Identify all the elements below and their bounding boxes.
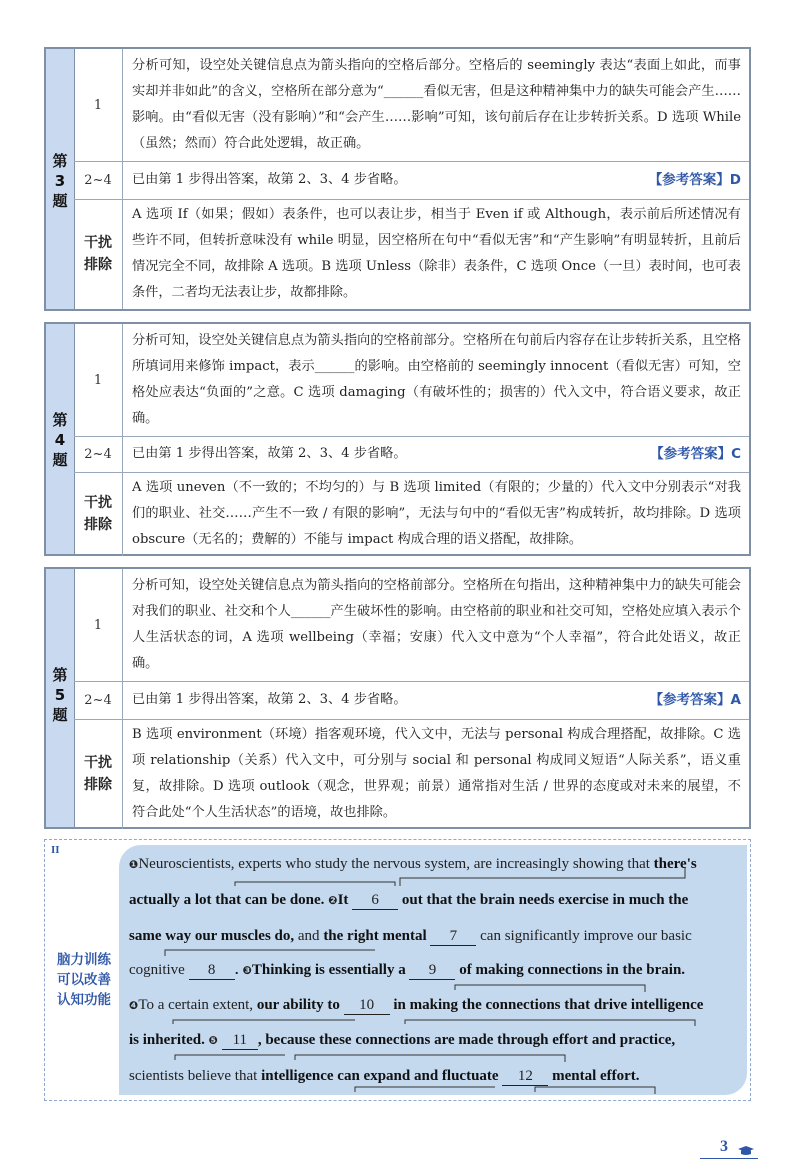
reference-answer: 【参考答案】D bbox=[648, 172, 741, 188]
passage-line-7 bbox=[129, 1068, 640, 1086]
blank-9[interactable]: 9 bbox=[409, 962, 455, 980]
passage-bold-segment: the right mental bbox=[323, 928, 427, 944]
step-1-row bbox=[74, 569, 749, 682]
passage-segment: and bbox=[294, 928, 324, 944]
step-2-4-text: 已由第 1 步得出答案，故第 2、3、4 步省略。 bbox=[132, 692, 407, 707]
blank-10[interactable]: 10 bbox=[344, 997, 390, 1015]
passage-line-4 bbox=[129, 962, 685, 980]
step-2-4-text-wrap bbox=[132, 161, 741, 199]
passage-bold-segment: intelligence can expand and fluctuate bbox=[261, 1068, 499, 1084]
distractor-text: B 选项 environment（环境）指客观环境，代入文中，无法与 personal 构成合理搭配，故排除。C 选项 relationship（关系）代入文中，可分别与 social 和 personal 构成同义短语“人际关系”，语义重复，故排除。D 选项 outlook（观念，世界观；前景）通常指对生活 / 世界的态度或对未来的展望，不符合此处“个人生活状态”的语境，故也排除。 bbox=[132, 727, 741, 820]
blank-8[interactable]: 8 bbox=[189, 962, 235, 980]
section-roman-numeral: II bbox=[51, 844, 60, 856]
label-char: 第 bbox=[52, 666, 68, 684]
step-1-row bbox=[74, 49, 749, 162]
passage-line-2 bbox=[129, 892, 688, 910]
label-char: 第 bbox=[52, 411, 68, 429]
step-number: 1 bbox=[74, 324, 123, 436]
distractor-label-line: 排除 bbox=[84, 257, 112, 273]
sentence-number: ❷ bbox=[324, 894, 338, 907]
passage-bold-segment: actually a lot that can be done. bbox=[129, 892, 325, 908]
label-char: 5 bbox=[54, 686, 66, 704]
passage-bold-segment: of making connections in the brain. bbox=[459, 962, 686, 978]
step-2-4-text: 已由第 1 步得出答案，故第 2、3、4 步省略。 bbox=[132, 172, 407, 187]
step-1-text: 分析可知，设空处关键信息点为箭头指向的空格后部分。空格后的 seemingly 表达“表面上如此，而事实却并非如此”的含义，空格所在部分意为“______看似无害，但是这种精神集中力的缺失可能会产生……影响。由“看似无害（没有影响）”和“会产生……影响”可知，该句前后存在让步转折关系。D 选项 While（虽然；然而）符合此处逻辑，故正确。 bbox=[132, 58, 741, 151]
step-2-4-row bbox=[74, 681, 749, 720]
distractor-row bbox=[74, 199, 749, 309]
reference-answer: 【参考答案】A bbox=[649, 692, 741, 708]
passage-bold-segment: out that the brain needs exercise in much the bbox=[401, 892, 689, 908]
passage-segment: cognitive bbox=[129, 962, 185, 978]
distractor-row bbox=[74, 719, 749, 829]
step-2-4-text: 已由第 1 步得出答案，故第 2、3、4 步省略。 bbox=[132, 446, 407, 461]
distractor-label bbox=[74, 199, 123, 309]
blank-11[interactable]: 11 bbox=[222, 1032, 258, 1050]
sentence-number: . ❸ bbox=[234, 964, 252, 977]
passage-bold-segment: same way our muscles do, bbox=[129, 928, 295, 944]
sentence-number: ❶ bbox=[129, 858, 139, 871]
distractor-text: A 选项 If（如果；假如）表条件，也可以表让步，相当于 Even if 或 Although，表示前后所述情况有些许不同，但转折意味没有 while 明显，因空格所在句中“看似无害”和“产生影响”有明显转折，且前后情况完全不同，故排除 A 选项。B 选项 Unless（除非）表条件，C 选项 Once（一旦）表时间，也可表条件，二者均无法表让步，故都排除。 bbox=[132, 207, 741, 300]
question-4-block bbox=[44, 322, 751, 556]
blank-12[interactable]: 12 bbox=[502, 1068, 548, 1086]
step-number: 1 bbox=[74, 569, 123, 681]
label-char: 题 bbox=[52, 706, 68, 724]
passage-bold-segment: It bbox=[337, 892, 349, 908]
passage-segment: scientists believe that bbox=[129, 1068, 262, 1084]
page-number-underline bbox=[700, 1158, 758, 1159]
reference-answer: 【参考答案】C bbox=[650, 446, 741, 462]
step-2-4-row bbox=[74, 436, 749, 473]
question-3-block bbox=[44, 47, 751, 311]
label-char: 4 bbox=[54, 431, 66, 449]
passage-segment: can significantly improve our basic bbox=[480, 928, 692, 944]
blank-7[interactable]: 7 bbox=[430, 928, 476, 946]
distractor-label-line: 排除 bbox=[84, 777, 112, 793]
passage-segment: To a certain extent, bbox=[138, 997, 257, 1013]
passage-bold-segment: there's bbox=[653, 856, 697, 872]
step-1-row bbox=[74, 324, 749, 437]
question-5-label bbox=[46, 665, 74, 725]
passage-line-1 bbox=[129, 856, 697, 873]
sentence-number: ❹ bbox=[129, 999, 139, 1012]
step-2-4-row bbox=[74, 161, 749, 200]
side-label-line: 可以改善 bbox=[57, 972, 111, 988]
passage-line-6 bbox=[129, 1032, 675, 1050]
label-char: 第 bbox=[52, 152, 68, 170]
passage-line-5 bbox=[129, 997, 703, 1015]
passage-bold-segment: mental effort. bbox=[552, 1068, 640, 1084]
distractor-label bbox=[74, 472, 123, 556]
distractor-label-line: 干扰 bbox=[84, 495, 112, 511]
distractor-label-line: 干扰 bbox=[84, 755, 112, 771]
question-5-block bbox=[44, 567, 751, 829]
passage-segment: Neuroscientists, experts who study the nervous system, are increasingly showing that bbox=[138, 856, 654, 872]
step-2-4-text-wrap bbox=[132, 436, 741, 472]
page-number: 3 bbox=[720, 1138, 728, 1155]
label-char: 3 bbox=[54, 172, 66, 190]
step-number: 2~4 bbox=[74, 161, 123, 199]
step-1-text: 分析可知，设空处关键信息点为箭头指向的空格前部分。空格所在句前后内容存在让步转折关系，且空格所填词用来修饰 impact，表示______的影响。由空格前的 seemingly innocent（看似无害）可知，空格处应表达“负面的”之意。C 选项 damaging（有破坏性的；损害的）代入文中，符合语义要求，故正确。 bbox=[132, 333, 741, 426]
blank-6[interactable]: 6 bbox=[352, 892, 398, 910]
passage-bold-segment: is inherited. bbox=[129, 1032, 205, 1048]
distractor-text: A 选项 uneven（不一致的；不均匀的）与 B 选项 limited（有限的；少量的）代入文中分别表示“对我们的职业、社交……产生不一致 / 有限的影响”，无法与句中的“看似无害”构成转折，故均排除。D 选项 obscure（无名的；费解的）不能与 impact 构成合理的语义搭配，故排除。 bbox=[132, 480, 741, 547]
side-label-line: 认知功能 bbox=[57, 992, 111, 1008]
distractor-label bbox=[74, 719, 123, 829]
sentence-number: ❺ bbox=[204, 1034, 222, 1047]
distractor-label-line: 排除 bbox=[84, 517, 112, 533]
passage-line-3 bbox=[129, 928, 692, 946]
label-char: 题 bbox=[52, 192, 68, 210]
distractor-row bbox=[74, 472, 749, 556]
side-label-line: 脑力训练 bbox=[57, 952, 111, 968]
passage-bold-segment: in making the connections that drive intelligence bbox=[393, 997, 704, 1013]
graduation-cap-icon bbox=[738, 1146, 754, 1156]
question-3-label bbox=[46, 151, 74, 211]
step-number: 2~4 bbox=[74, 681, 123, 719]
question-4-label bbox=[46, 410, 74, 470]
passage-bold-segment: , because these connections are made through effort and practice, bbox=[257, 1032, 676, 1048]
passage-bold-segment: our ability to bbox=[256, 997, 340, 1013]
label-char: 题 bbox=[52, 451, 68, 469]
section-2 bbox=[44, 839, 751, 1101]
step-number: 2~4 bbox=[74, 436, 123, 472]
step-number: 1 bbox=[74, 49, 123, 161]
passage-bold-segment: Thinking is essentially a bbox=[251, 962, 406, 978]
distractor-label-line: 干扰 bbox=[84, 235, 112, 251]
step-1-text: 分析可知，设空处关键信息点为箭头指向的空格前部分。空格所在句指出，这种精神集中力的缺失可能会对我们的职业、社交和个人______产生破坏性的影响。由空格前的职业和社交可知，空格处应填入表示个人生活状态的词，A 选项 wellbeing（幸福；安康）代入文中意为“个人幸福”，符合此处语义，故正确。 bbox=[132, 578, 741, 671]
step-2-4-text-wrap bbox=[132, 681, 741, 719]
